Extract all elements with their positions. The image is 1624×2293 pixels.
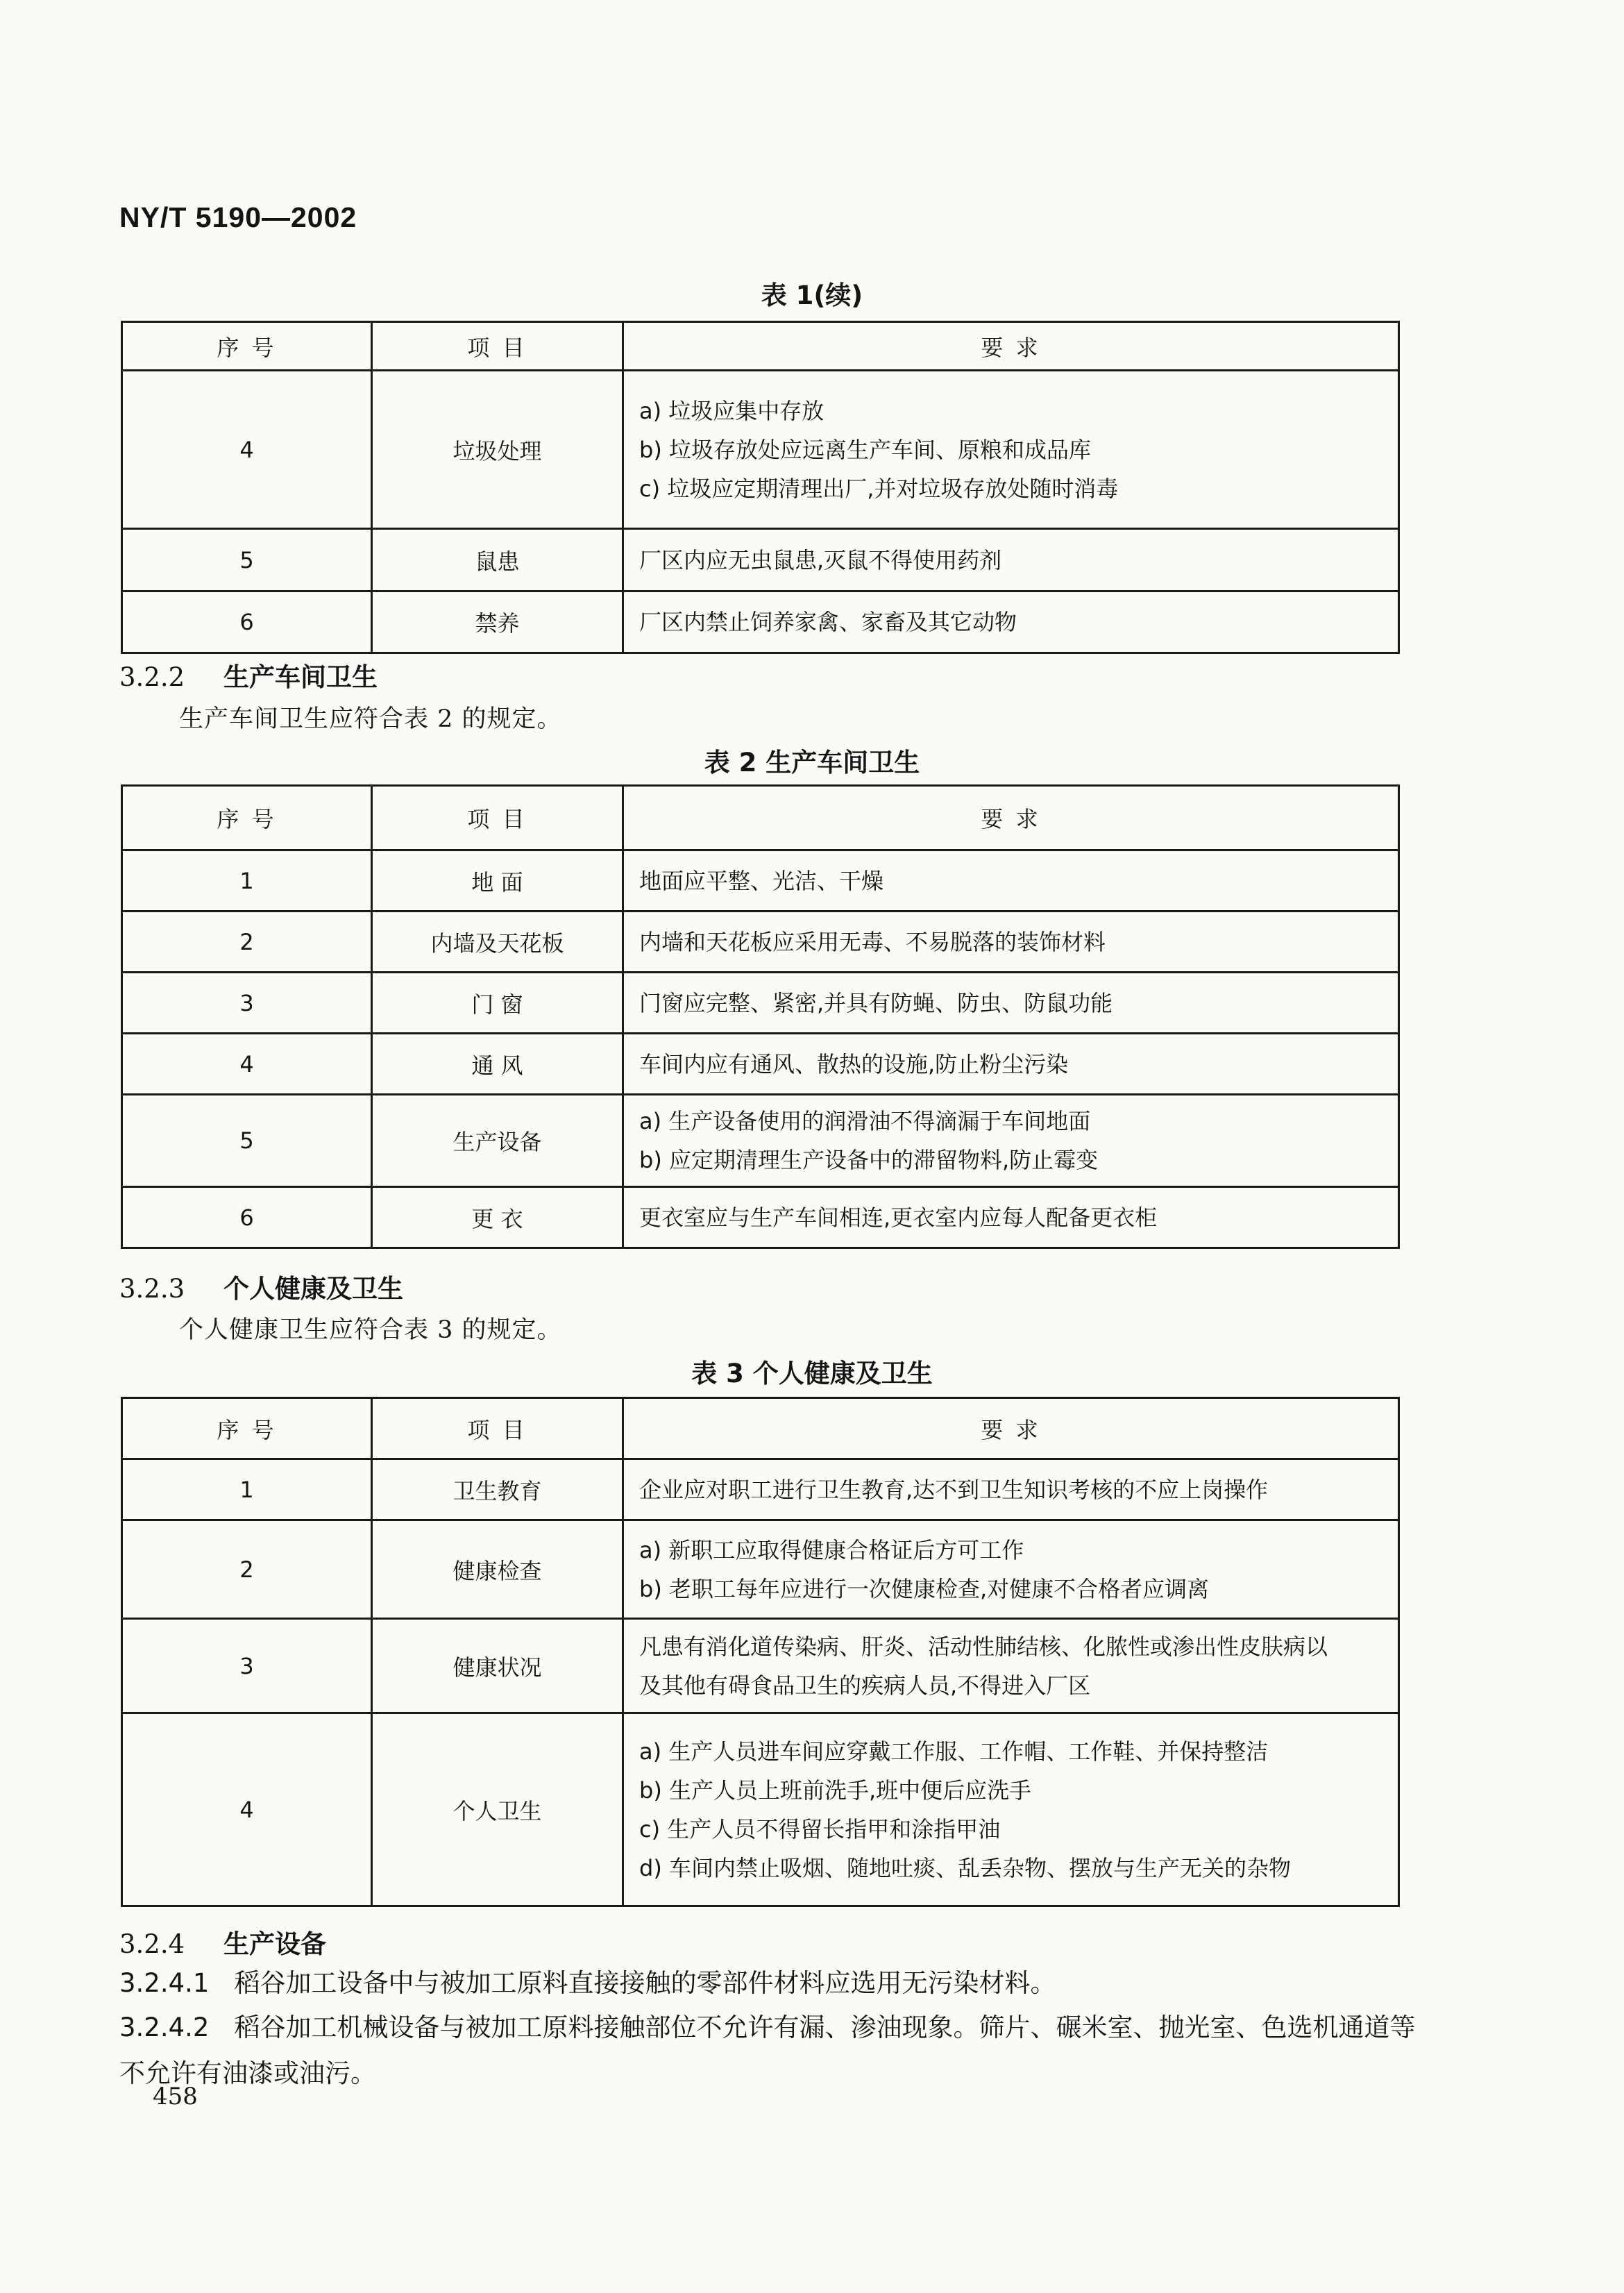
requirement-line: 厂区内应无虫鼠患,灭鼠不得使用药剂: [639, 546, 1002, 573]
section-title: 生产车间卫生: [223, 662, 378, 692]
requirement-line: c) 垃圾应定期清理出厂,并对垃圾存放处随时消毒: [639, 475, 1119, 502]
row-item: 禁养: [372, 591, 623, 653]
row-number: 5: [122, 1095, 372, 1187]
requirement-line: 更衣室应与生产车间相连,更衣室内应每人配备更衣柜: [639, 1204, 1158, 1231]
row-number: 1: [122, 850, 372, 912]
table-header-row: [122, 322, 1399, 371]
row-number: 3: [122, 973, 372, 1034]
section-3-2-3-text: 个人健康卫生应符合表 3 的规定。: [179, 1316, 562, 1344]
row-requirement: [623, 529, 1399, 591]
row-requirement: [623, 1034, 1399, 1095]
requirement-line: b) 垃圾存放处应远离生产车间、原粮和成品库: [639, 436, 1091, 463]
header-no: 序 号: [122, 1398, 372, 1459]
table-row: [122, 371, 1399, 529]
table1-caption: 表 1(续): [761, 280, 863, 310]
row-number: 2: [122, 912, 372, 973]
requirement-line: 企业应对职工进行卫生教育,达不到卫生知识考核的不应上岗操作: [639, 1476, 1269, 1503]
row-item: 健康检查: [372, 1520, 623, 1619]
section-number: 3.2.2: [119, 662, 185, 692]
requirement-line: a) 生产人员进车间应穿戴工作服、工作帽、工作鞋、并保持整洁: [639, 1738, 1269, 1765]
header-no: 序 号: [122, 322, 372, 371]
row-item: 垃圾处理: [372, 371, 623, 529]
table-row: [122, 912, 1399, 973]
section-title: 生产设备: [223, 1929, 326, 1959]
requirement-line: 地面应平整、光洁、干燥: [639, 867, 884, 894]
row-item: 生产设备: [372, 1095, 623, 1187]
section-3-2-3-heading: [119, 1268, 403, 1305]
row-item: 鼠患: [372, 529, 623, 591]
header-item: 项 目: [372, 786, 623, 850]
section-number: 3.2.4: [119, 1929, 185, 1959]
requirement-line: 及其他有碍食品卫生的疾病人员,不得进入厂区: [639, 1672, 1091, 1699]
row-item: 个人卫生: [372, 1713, 623, 1906]
requirement-line: c) 生产人员不得留长指甲和涂指甲油: [639, 1815, 1001, 1842]
table-row: [122, 1619, 1399, 1713]
requirement-line: 门窗应完整、紧密,并具有防蝇、防虫、防鼠功能: [639, 989, 1113, 1016]
row-number: 1: [122, 1459, 372, 1520]
row-requirement: [623, 850, 1399, 912]
row-requirement: [623, 973, 1399, 1034]
table3-caption: 表 3 个人健康及卫生: [691, 1359, 933, 1388]
row-requirement: [623, 1520, 1399, 1619]
row-number: 6: [122, 1187, 372, 1248]
section-3-2-4-heading: [119, 1923, 326, 1960]
row-requirement: [623, 1713, 1399, 1906]
requirement-line: a) 新职工应取得健康合格证后方可工作: [639, 1536, 1024, 1563]
row-requirement: [623, 1619, 1399, 1713]
table-header-row: [122, 786, 1399, 850]
header-requirement: 要 求: [623, 322, 1399, 371]
table-header-row: [122, 1398, 1399, 1459]
table1: [121, 321, 1400, 654]
header-no: 序 号: [122, 786, 372, 850]
section-title: 个人健康及卫生: [223, 1274, 403, 1304]
row-number: 4: [122, 1034, 372, 1095]
row-requirement: [623, 1459, 1399, 1520]
table2-caption: 表 2 生产车间卫生: [704, 748, 920, 778]
header-requirement: 要 求: [623, 1398, 1399, 1459]
clause-number: 3.2.4.2: [119, 2013, 210, 2042]
row-item: 健康状况: [372, 1619, 623, 1713]
row-item: 门 窗: [372, 973, 623, 1034]
requirement-line: a) 生产设备使用的润滑油不得滴漏于车间地面: [639, 1108, 1091, 1134]
row-number: 4: [122, 371, 372, 529]
page-number: 458: [153, 2083, 198, 2110]
requirement-line: b) 应定期清理生产设备中的滞留物料,防止霉变: [639, 1147, 1099, 1173]
row-requirement: [623, 1095, 1399, 1187]
requirement-line: b) 老职工每年应进行一次健康检查,对健康不合格者应调离: [639, 1575, 1210, 1602]
requirement-line: 凡患有消化道传染病、肝炎、活动性肺结核、化脓性或渗出性皮肤病以: [639, 1633, 1328, 1660]
clause-text: 稻谷加工设备中与被加工原料直接接触的零部件材料应选用无污染材料。: [234, 1968, 1056, 1998]
row-number: 4: [122, 1713, 372, 1906]
row-requirement: [623, 591, 1399, 653]
requirement-line: 车间内应有通风、散热的设施,防止粉尘污染: [639, 1050, 1069, 1077]
requirement-line: 内墙和天花板应采用无毒、不易脱落的装饰材料: [639, 928, 1106, 955]
requirement-line: 厂区内禁止饲养家禽、家畜及其它动物: [639, 609, 1017, 635]
table-row: [122, 1713, 1399, 1906]
requirement-line: d) 车间内禁止吸烟、随地吐痰、乱丢杂物、摆放与生产无关的杂物: [639, 1854, 1291, 1881]
section-number: 3.2.3: [119, 1274, 185, 1304]
table-row: [122, 591, 1399, 653]
table-row: [122, 1520, 1399, 1619]
table-row: [122, 973, 1399, 1034]
table-row: [122, 1187, 1399, 1248]
header-requirement: 要 求: [623, 786, 1399, 850]
section-3-2-2-heading: [119, 656, 378, 694]
clause-text: 稻谷加工机械设备与被加工原料接触部位不允许有漏、渗油现象。筛片、碾米室、抛光室、色选机通道等不允许有油漆或油污。: [119, 2013, 1416, 2088]
table-row: [122, 850, 1399, 912]
row-item: 通 风: [372, 1034, 623, 1095]
clause-3-2-4-2: [119, 2005, 1416, 2097]
row-number: 3: [122, 1619, 372, 1713]
table-row: [122, 1095, 1399, 1187]
header-item: 项 目: [372, 1398, 623, 1459]
clause-number: 3.2.4.1: [119, 1968, 210, 1998]
table2: [121, 784, 1400, 1249]
row-item: 更 衣: [372, 1187, 623, 1248]
table-row: [122, 529, 1399, 591]
requirement-line: a) 垃圾应集中存放: [639, 397, 824, 424]
table-row: [122, 1459, 1399, 1520]
row-requirement: [623, 371, 1399, 529]
row-item: 卫生教育: [372, 1459, 623, 1520]
row-requirement: [623, 912, 1399, 973]
clause-3-2-4-1: [119, 1960, 1416, 2006]
section-3-2-2-text: 生产车间卫生应符合表 2 的规定。: [179, 705, 562, 733]
header-item: 项 目: [372, 322, 623, 371]
row-requirement: [623, 1187, 1399, 1248]
table3: [121, 1397, 1400, 1907]
standard-code: NY/T 5190—2002: [119, 201, 357, 233]
table-row: [122, 1034, 1399, 1095]
row-number: 6: [122, 591, 372, 653]
requirement-line: b) 生产人员上班前洗手,班中便后应洗手: [639, 1777, 1032, 1804]
row-number: 2: [122, 1520, 372, 1619]
row-item: 地 面: [372, 850, 623, 912]
row-item: 内墙及天花板: [372, 912, 623, 973]
row-number: 5: [122, 529, 372, 591]
